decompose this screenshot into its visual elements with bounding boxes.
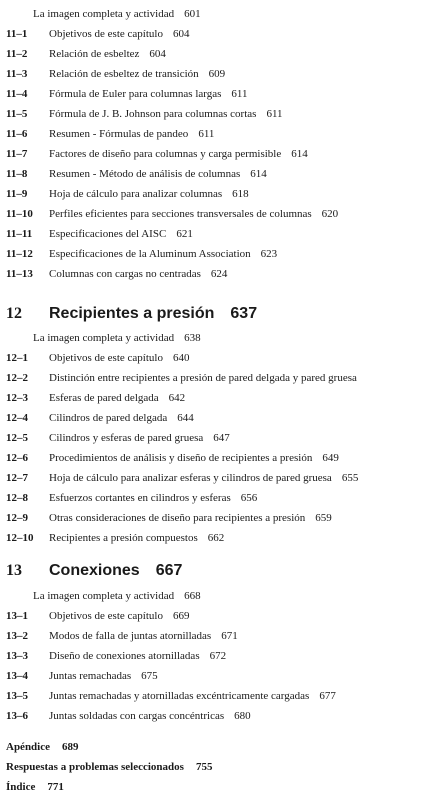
chapter-13-heading[interactable] [0, 557, 437, 585]
entry-title: Perfiles eficientes para secciones transversales de columnas 620 [49, 208, 339, 220]
entry-title: Hoja de cálculo para analizar columnas 618 [49, 188, 249, 200]
entry-number: 11–5 [6, 108, 28, 120]
entry-title: Especificaciones de la Aluminum Association 623 [49, 248, 278, 260]
toc-entry-12-9[interactable] [0, 508, 437, 528]
ch13-intro-entry[interactable] [0, 586, 437, 606]
entry-number: 11–11 [6, 228, 33, 240]
toc-entry-11-6[interactable] [0, 124, 437, 144]
toc-entry-13-2[interactable] [0, 626, 437, 646]
entry-title: Columnas con cargas no centradas 624 [49, 268, 228, 280]
entry-title: Relación de esbeltez 604 [49, 48, 166, 60]
entry-number: 12–10 [6, 532, 34, 544]
entry-number: 13–6 [6, 710, 28, 722]
entry-title: Hoja de cálculo para analizar esferas y cilindros de pared gruesa 655 [49, 472, 359, 484]
toc-entry-11-4[interactable] [0, 84, 437, 104]
entry-title: Juntas remachadas 675 [49, 670, 158, 682]
entry-number: 12–7 [6, 472, 28, 484]
toc-entry-11-2[interactable] [0, 44, 437, 64]
entry-title: Relación de esbeltez de transición 609 [49, 68, 226, 80]
entry-number: 11–2 [6, 48, 28, 60]
entry-title: Cilindros de pared delgada 644 [49, 412, 194, 424]
toc-entry-11-7[interactable] [0, 144, 437, 164]
toc-entry-11-5[interactable] [0, 104, 437, 124]
toc-entry-11-9[interactable] [0, 184, 437, 204]
entry-title: Especificaciones del AISC 621 [49, 228, 193, 240]
entry-title: Juntas soldadas con cargas concéntricas 680 [49, 710, 251, 722]
toc-entry-12-10[interactable] [0, 528, 437, 548]
entry-title: Resumen - Fórmulas de pandeo 611 [49, 128, 215, 140]
entry-number: 12–6 [6, 452, 28, 464]
chapter-title: Conexiones 667 [49, 562, 183, 579]
entry-number: 12–9 [6, 512, 28, 524]
entry-number: 11–4 [6, 88, 28, 100]
ch12-intro-entry[interactable] [0, 328, 437, 348]
entry-number: 11–13 [6, 268, 33, 280]
entry-number: 11–1 [6, 28, 28, 40]
entry-number: 12–4 [6, 412, 28, 424]
toc-entry-12-1[interactable] [0, 348, 437, 368]
entry-number: 13–2 [6, 630, 28, 642]
entry-number: 12–2 [6, 372, 28, 384]
toc-entry-13-1[interactable] [0, 606, 437, 626]
entry-title: Fórmula de J. B. Johnson para columnas cortas 611 [49, 108, 283, 120]
entry-title: Objetivos de este capítulo 669 [49, 610, 190, 622]
entry-title: Objetivos de este capítulo 604 [49, 28, 190, 40]
toc-entry-11-3[interactable] [0, 64, 437, 84]
toc-entry-12-4[interactable] [0, 408, 437, 428]
entry-title: Procedimientos de análisis y diseño de recipientes a presión 649 [49, 452, 339, 464]
toc-entry-13-5[interactable] [0, 686, 437, 706]
entry-number: 11–6 [6, 128, 28, 140]
entry-number: 13–1 [6, 610, 28, 622]
entry-number: 11–8 [6, 168, 28, 180]
toc-entry-12-8[interactable] [0, 488, 437, 508]
entry-title: Modos de falla de juntas atornilladas 671 [49, 630, 238, 642]
toc-entry-13-6[interactable] [0, 706, 437, 726]
entry-title: Esferas de pared delgada 642 [49, 392, 186, 404]
back-entry-answers[interactable]: Respuestas a problemas seleccionados 755 [6, 761, 213, 773]
entry-title: Objetivos de este capítulo 640 [49, 352, 190, 364]
back-entry-appendix[interactable]: Apéndice 689 [6, 741, 79, 753]
entry-title: Juntas remachadas y atornilladas excéntricamente cargadas 677 [49, 690, 336, 702]
entry-number: 11–12 [6, 248, 33, 260]
entry-number: 11–10 [6, 208, 33, 220]
toc-entry-11-1[interactable] [0, 24, 437, 44]
toc-entry-12-2[interactable] [0, 368, 437, 388]
chapter-title: Recipientes a presión 637 [49, 305, 258, 322]
toc-entry-12-7[interactable] [0, 468, 437, 488]
toc-entry-13-3[interactable] [0, 646, 437, 666]
entry-title: Factores de diseño para columnas y carga permisible 614 [49, 148, 308, 160]
toc-entry-13-4[interactable] [0, 666, 437, 686]
chapter-number: 13 [6, 562, 22, 579]
entry-title: Esfuerzos cortantes en cilindros y esferas 656 [49, 492, 258, 504]
entry-number: 13–5 [6, 690, 28, 702]
toc-entry-12-3[interactable] [0, 388, 437, 408]
ch11-intro-entry[interactable] [0, 4, 437, 24]
entry-title: Resumen - Método de análisis de columnas 614 [49, 168, 267, 180]
toc-entry-11-13[interactable] [0, 264, 437, 284]
entry-number: 11–9 [6, 188, 28, 200]
entry-number: 12–8 [6, 492, 28, 504]
toc-entry-11-11[interactable] [0, 224, 437, 244]
entry-number: 11–7 [6, 148, 28, 160]
entry-number: 11–3 [6, 68, 28, 80]
entry-number: 13–3 [6, 650, 28, 662]
back-entry-index[interactable]: Índice 771 [6, 781, 64, 793]
entry-title: Distinción entre recipientes a presión de pared delgada y pared gruesa [49, 372, 357, 384]
chapter-12-heading[interactable] [0, 300, 437, 328]
entry-title: Diseño de conexiones atornilladas 672 [49, 650, 227, 662]
toc-entry-12-6[interactable] [0, 448, 437, 468]
entry-number: 12–3 [6, 392, 28, 404]
toc-entry-11-10[interactable] [0, 204, 437, 224]
entry-title: La imagen completa y actividad 668 [33, 590, 201, 602]
entry-title: Recipientes a presión compuestos 662 [49, 532, 225, 544]
entry-title: La imagen completa y actividad 601 [33, 8, 201, 20]
entry-title: Otras consideraciones de diseño para recipientes a presión 659 [49, 512, 332, 524]
toc-entry-12-5[interactable] [0, 428, 437, 448]
toc-entry-11-12[interactable] [0, 244, 437, 264]
chapter-number: 12 [6, 305, 22, 322]
entry-title: La imagen completa y actividad 638 [33, 332, 201, 344]
entry-title: Cilindros y esferas de pared gruesa 647 [49, 432, 230, 444]
entry-number: 13–4 [6, 670, 28, 682]
entry-title: Fórmula de Euler para columnas largas 611 [49, 88, 248, 100]
entry-number: 12–1 [6, 352, 28, 364]
entry-number: 12–5 [6, 432, 28, 444]
toc-entry-11-8[interactable] [0, 164, 437, 184]
